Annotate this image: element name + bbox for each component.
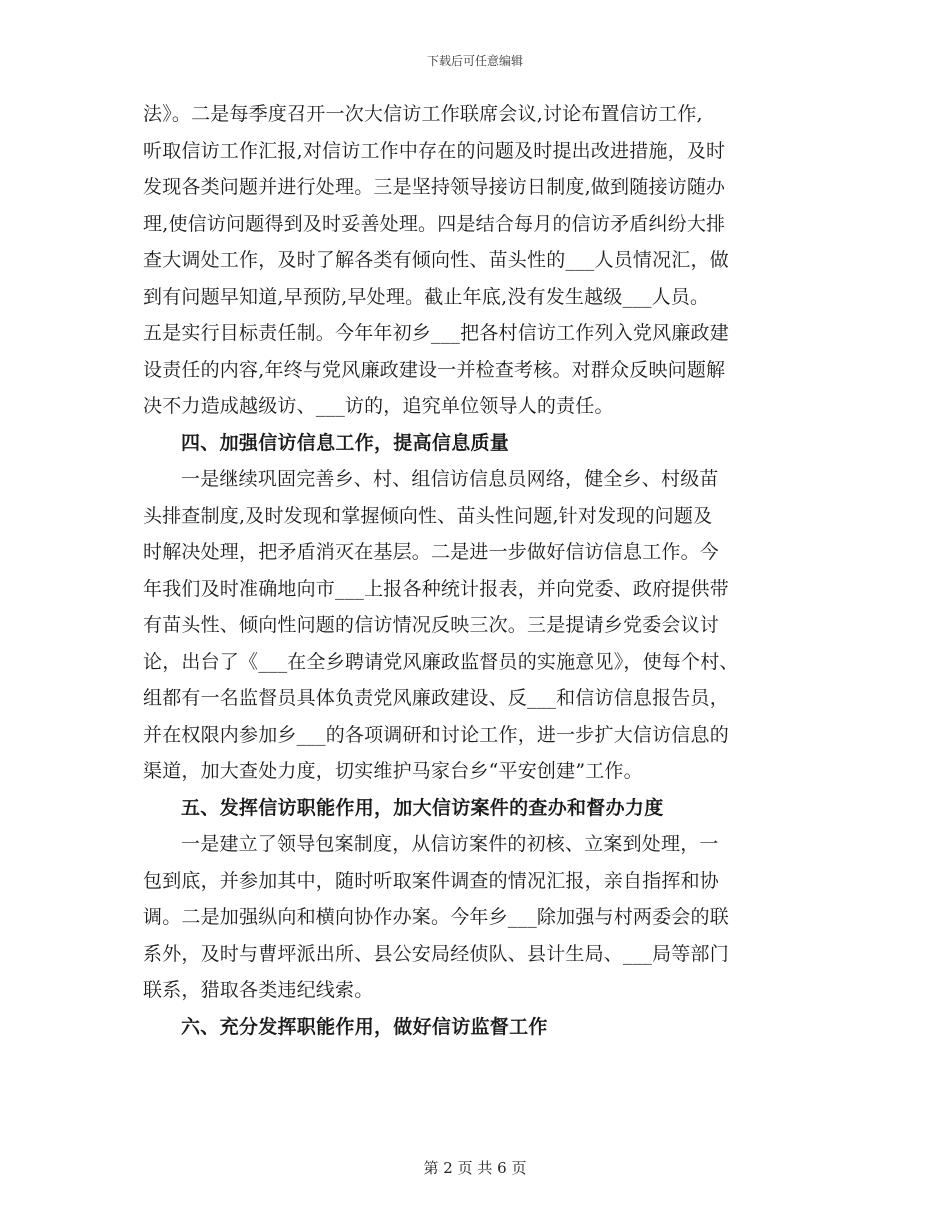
paragraph-line: 论，出台了《___在全乡聘请党风廉政监督员的实施意见》，使每个村、 (143, 650, 739, 673)
paragraph-line: 头排查制度,及时发现和掌握倾向性、苗头性问题,针对发现的问题及 (143, 504, 713, 527)
paragraph-line: 五是实行目标责任制。今年年初乡___把各村信访工作列入党风廉政建 (143, 322, 729, 344)
paragraph-line: 包到底，并参加其中，随时听取案件调查的情况汇报，亲自指挥和协 (143, 869, 720, 892)
paragraph-line: 年我们及时准确地向市___上报各种统计报表，并向党委、政府提供带 (143, 577, 729, 600)
paragraph-line: 渠道，加大查处力度，切实维护马家台乡“平安创建”工作。 (143, 760, 643, 782)
paragraph-line: 并在权限内参加乡___的各项调研和讨论工作，进一步扩大信访信息的 (143, 723, 729, 746)
paragraph-line: 调。二是加强纵向和横向协作办案。今年乡___除加强与村两委会的联 (143, 906, 729, 928)
paragraph-line: 决不力造成越级访、___访的，追究单位领导人的责任。 (143, 395, 614, 417)
paragraph-line: 听取信访工作汇报,对信访工作中存在的问题及时提出改进措施，及时 (143, 139, 726, 162)
paragraph-line: 查大调处工作，及时了解各类有倾向性、苗头性的___人员情况汇，做 (143, 249, 729, 271)
paragraph-line: 组都有一名监督员具体负责党风廉政建设、反___和信访信息报告员， (143, 687, 729, 709)
section-heading: 四、加强信访信息工作，提高信息质量 (181, 431, 510, 454)
paragraph-line: 设责任的内容,年终与党风廉政建设一并检查考核。对群众反映问题解 (143, 358, 726, 381)
paragraph-line: 到有问题早知道,早预防,早处理。截止年底,没有发生越级___人员。 (143, 285, 710, 308)
paragraph-line: 理,使信访问题得到及时妥善处理。四是结合每月的信访矛盾纠纷大排 (143, 212, 726, 235)
paragraph-line: 一是继续巩固完善乡、村、组信访信息员网络，健全乡、村级苗 (181, 468, 719, 490)
section-heading: 六、充分发挥职能作用，做好信访监督工作 (181, 1015, 548, 1038)
document-body (143, 96, 807, 1045)
paragraph-line: 系外，及时与曹坪派出所、县公安局经侦队、县计生局、___局等部门 (143, 942, 729, 965)
page-number: 第 2 页 共 6 页 (423, 1159, 527, 1177)
paragraph-line: 有苗头性、倾向性问题的信访情况反映三次。三是提请乡党委会议讨 (143, 614, 720, 636)
paragraph-line: 联系，猎取各类违纪线索。 (143, 979, 374, 1001)
paragraph-line: 时解决处理，把矛盾消灭在基层。二是进一步做好信访信息工作。今 (143, 541, 720, 563)
paragraph-line: 法》。二是每季度召开一次大信访工作联席会议,讨论布置信访工作, (143, 103, 703, 125)
paragraph-line: 发现各类问题并进行处理。三是坚持领导接访日制度,做到随接访随办 (143, 176, 726, 198)
paragraph-line: 一是建立了领导包案制度，从信访案件的初核、立案到处理，一 (181, 833, 719, 855)
section-heading: 五、发挥信访职能作用，加大信访案件的查办和督办力度 (181, 796, 664, 819)
page-header: 下载后可任意编辑 (426, 54, 523, 68)
